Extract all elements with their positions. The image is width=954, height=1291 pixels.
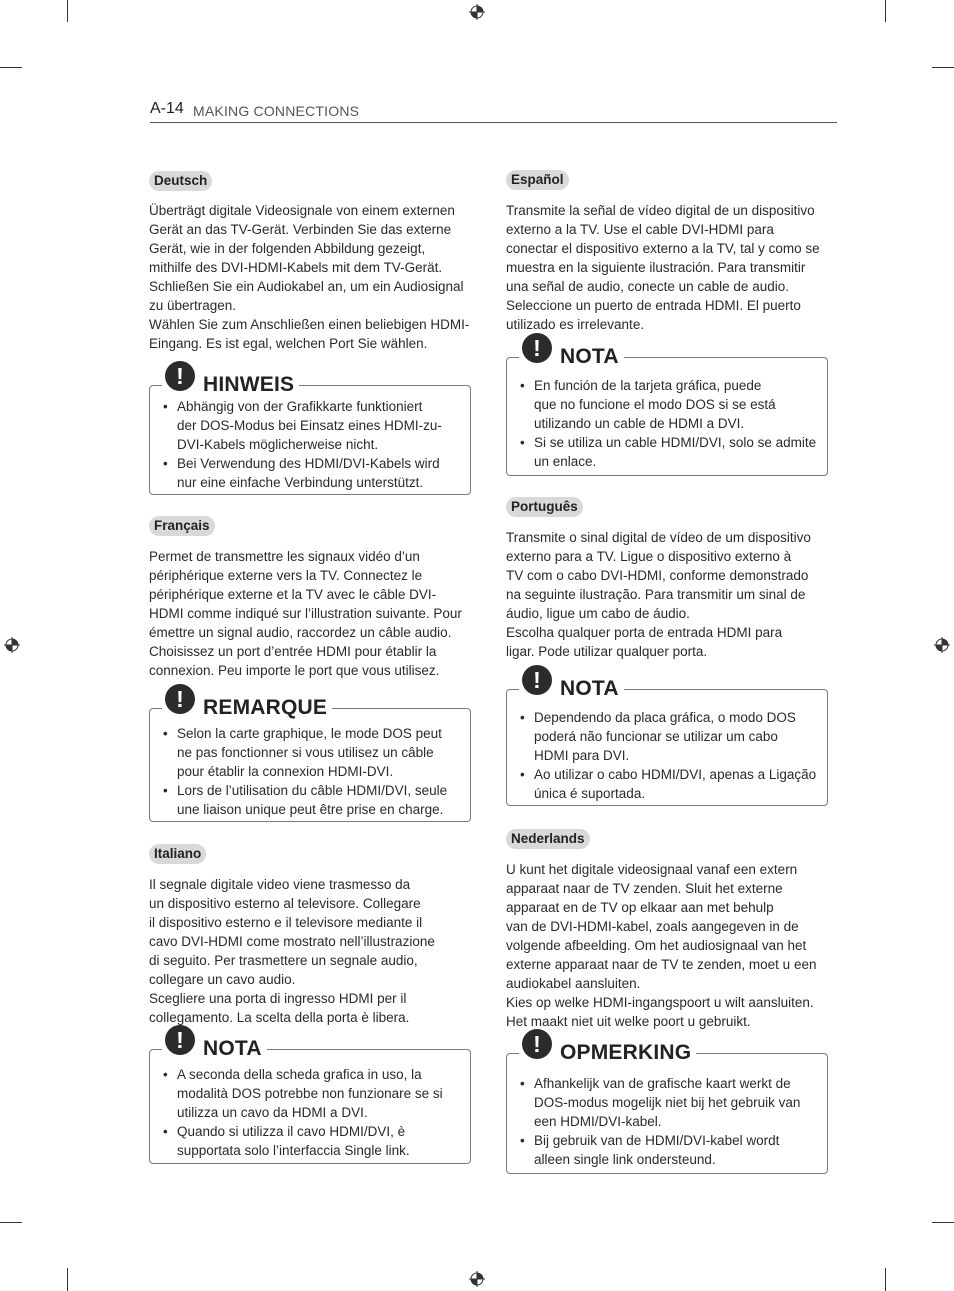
note-bullet: • Bij gebruik van de HDMI/DVI-kabel wordt alleen single link ondersteund. (520, 1131, 819, 1169)
note-title: REMARQUE (203, 696, 328, 719)
crop-mark (67, 0, 68, 22)
language-badge-italiano: Italiano (149, 844, 206, 864)
note-bullet: • Afhankelijk van de grafische kaart werkt de DOS-modus mogelijk niet bij het gebruik van een HDMI/DVI-kabel. (520, 1074, 819, 1131)
note-bullet: • Selon la carte graphique, le mode DOS peut ne pas fonctionner si vous utilisez un câble pour établir la connexion HDMI-DVI. (163, 724, 462, 781)
warning-icon (522, 1029, 552, 1059)
warning-icon (522, 665, 552, 695)
crop-mark (932, 67, 954, 68)
note-bullet: • Quando si utilizza il cavo HDMI/DVI, è supportata solo l’interfaccia Single link. (163, 1122, 462, 1160)
body-text-espanol: Transmite la señal de vídeo digital de un dispositivo externo a la TV. Use el cable DVI-HDMI para conectar el dispositivo externo a la TV, tal y como se muestra en la siguiente ilustración. Para transmitir una señal de audio, conecte un cable de audio. Seleccione un puerto de entrada HDMI. El puerto utilizado es irrelevante. (506, 203, 820, 332)
language-badge-francais: Français (149, 516, 215, 536)
registration-mark-icon (469, 1271, 485, 1287)
crop-mark (885, 0, 886, 22)
registration-mark-icon (469, 4, 485, 20)
language-badge-nederlands: Nederlands (506, 829, 590, 849)
note-bullet: • Dependendo da placa gráfica, o modo DOS poderá não funcionar se utilizar um cabo HDMI para DVI. (520, 708, 819, 765)
note-bullet: • Abhängig von der Grafikkarte funktioniert der DOS-Modus bei Einsatz eines HDMI-zu- DVI-Kabels möglicherweise nicht. (163, 397, 462, 454)
language-badge-portugues: Português (506, 497, 583, 517)
note-bullet: • Ao utilizar o cabo HDMI/DVI, apenas a Ligação única é suportada. (520, 765, 819, 803)
body-text-francais: Permet de transmettre les signaux vidéo d’un périphérique externe vers la TV. Connectez le périphérique externe et la TV avec le câble DVI- HDMI comme indiqué sur l’illustration suivante. Pour émettre un signal audio, raccordez un câble audio. Choisissez un port d’entrée HDMI pour établir la connexion. Peu importe le port que vous utilisez. (149, 549, 462, 678)
note-title: HINWEIS (203, 373, 295, 396)
language-badge-deutsch: Deutsch (149, 171, 212, 191)
note-box-italiano (149, 1037, 471, 1164)
registration-mark-icon (4, 637, 20, 653)
warning-icon (522, 333, 552, 363)
warning-icon (165, 361, 195, 391)
note-title: NOTA (203, 1037, 262, 1060)
language-badge-espanol: Español (506, 170, 569, 190)
note-title: NOTA (560, 677, 619, 700)
crop-mark (932, 1222, 954, 1223)
page-header (150, 100, 837, 123)
page-number: A-14 (150, 100, 184, 117)
note-box-nederlands (506, 1041, 828, 1174)
note-title: OPMERKING (560, 1041, 692, 1064)
note-bullet: • Lors de l’utilisation du câble HDMI/DVI, seule une liaison unique peut être prise en charge. (163, 781, 462, 819)
note-box-espanol (506, 345, 828, 476)
crop-mark (0, 67, 22, 68)
section-title: MAKING CONNECTIONS (193, 103, 360, 119)
warning-icon (165, 684, 195, 714)
note-bullet: • A seconda della scheda grafica in uso, la modalità DOS potrebbe non funzionare se si utilizza un cavo da HDMI a DVI. (163, 1065, 462, 1122)
body-text-deutsch: Überträgt digitale Videosignale von einem externen Gerät an das TV-Gerät. Verbinden Sie das externe Gerät, wie in der folgenden Abbildung gezeigt, mithilfe des DVI-HDMI-Kabels mit dem TV-Gerät. Schließen Sie ein Audiokabel an, um ein Audiosignal zu übertragen. Wählen Sie zum Anschließen einen beliebigen HDMI- Eingang. Es ist egal, welchen Port Sie wählen. (149, 203, 470, 351)
registration-mark-icon (934, 637, 950, 653)
note-bullet: • Si se utiliza un cable HDMI/DVI, solo se admite un enlace. (520, 433, 819, 471)
note-bullet: • Bei Verwendung des HDMI/DVI-Kabels wird nur eine einfache Verbindung unterstützt. (163, 454, 462, 492)
body-text-portugues: Transmite o sinal digital de vídeo de um dispositivo externo para a TV. Ligue o dispositivo externo à TV com o cabo DVI-HDMI, conforme demonstrado na seguinte ilustração. Para transmitir um sinal de áudio, ligue um cabo de áudio. Escolha qualquer porta de entrada HDMI para ligar. Pode utilizar qualquer porta. (506, 530, 811, 659)
note-box-francais (149, 696, 471, 822)
body-text-nederlands: U kunt het digitale videosignaal vanaf een extern apparaat naar de TV zenden. Sluit het externe apparaat en de TV op elkaar aan met behulp van de DVI-HDMI-kabel, zoals aangegeven in de volgende afbeelding. Om het audiosignaal van het externe apparaat naar de TV te zenden, moet u een audiokabel aansluiten. Kies op welke HDMI-ingangspoort u wilt aansluiten. Het maakt niet uit welke poort u gebruikt. (506, 862, 817, 1029)
crop-mark (885, 1268, 886, 1291)
warning-icon (165, 1025, 195, 1055)
body-text-italiano: Il segnale digitale video viene trasmesso da un dispositivo esterno al televisore. Collegare il dispositivo esterno e il televisore mediante il cavo DVI-HDMI come mostrato nell’illustrazione di seguito. Per trasmettere un segnale audio, collegare un cavo audio. Scegliere una porta di ingresso HDMI per il collegamento. La scelta della porta è libera. (149, 877, 435, 1025)
note-box-deutsch (149, 373, 471, 495)
crop-mark (0, 1222, 22, 1223)
note-title: NOTA (560, 345, 619, 368)
note-bullet: • En función de la tarjeta gráfica, puede que no funcione el modo DOS si se está utilizando un cable de HDMI a DVI. (520, 376, 819, 433)
crop-mark (67, 1268, 68, 1291)
note-box-portugues (506, 677, 828, 806)
